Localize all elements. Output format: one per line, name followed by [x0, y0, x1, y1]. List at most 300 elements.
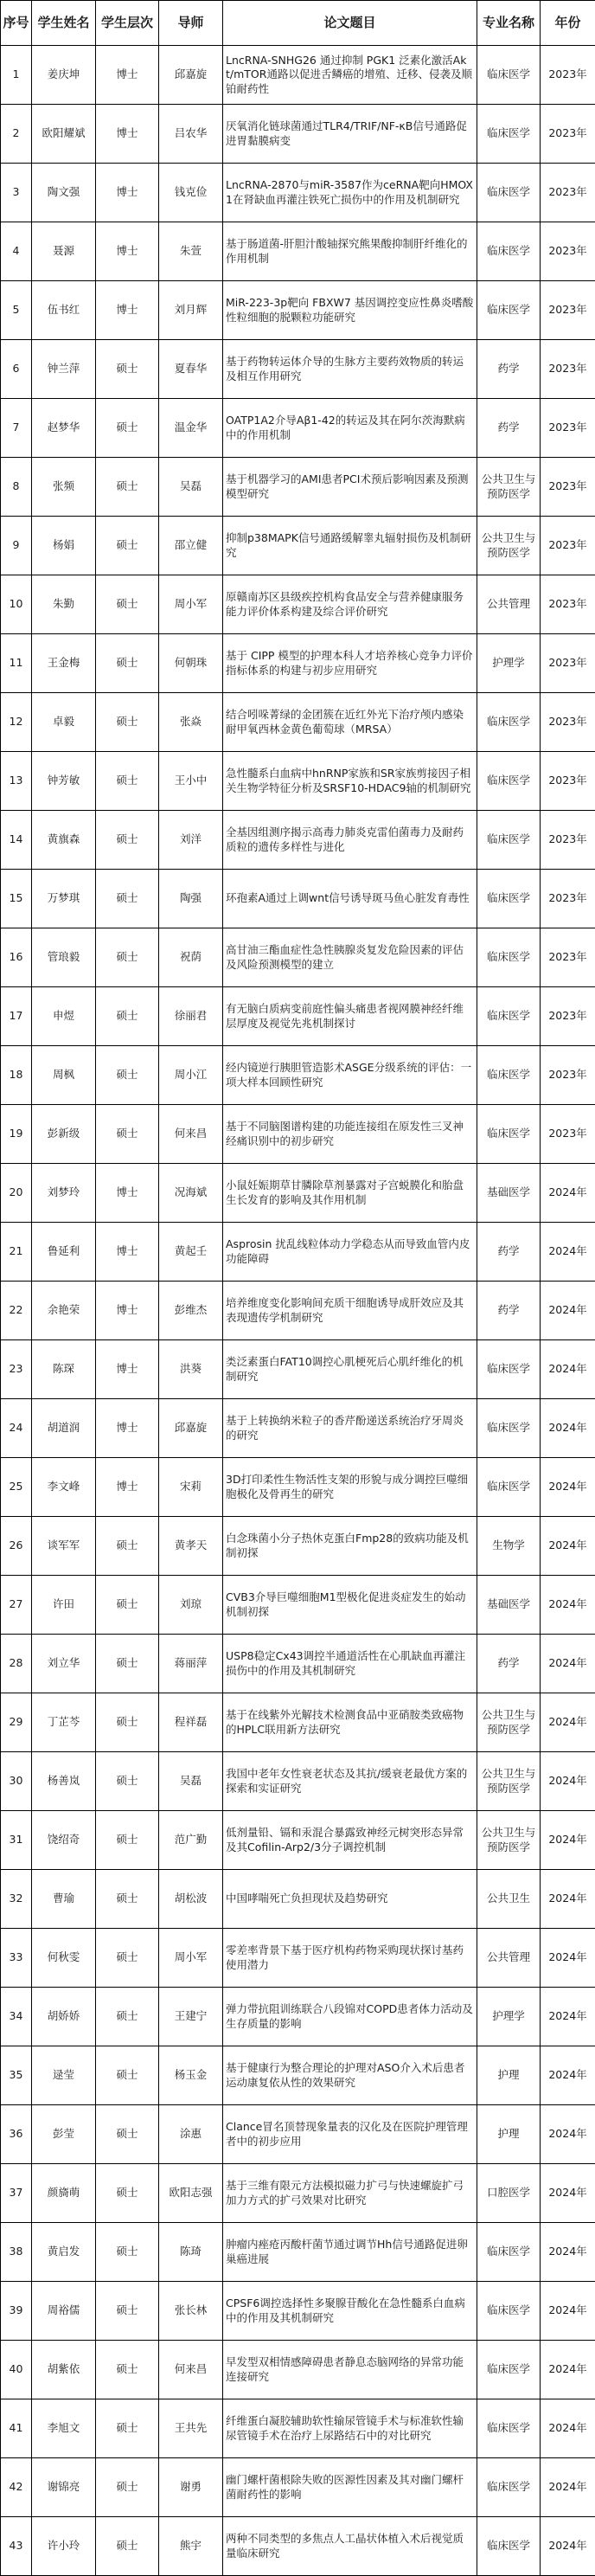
- cell-advisor: 周小军: [159, 575, 223, 634]
- cell-year: 2023年: [541, 752, 595, 811]
- table-row: [1, 1223, 595, 1282]
- cell-advisor: 涂惠: [159, 2105, 223, 2164]
- cell-year: 2024年: [541, 1282, 595, 1340]
- cell-year: 2023年: [541, 987, 595, 1046]
- cell-index: 36: [1, 2105, 32, 2164]
- cell-student-level: 博士: [96, 1164, 159, 1223]
- table-row: [1, 1870, 595, 1929]
- cell-index: 18: [1, 1046, 32, 1105]
- cell-index: 34: [1, 1988, 32, 2046]
- table-row: [1, 46, 595, 105]
- table-row: [1, 2399, 595, 2458]
- cell-student-name: 赵梦华: [32, 399, 96, 458]
- cell-major: 临床医学: [477, 1458, 541, 1517]
- cell-thesis-title: 我国中老年女性衰老状态及其抗/缓衰老最优方案的探索和实证研究: [223, 1752, 477, 1811]
- table-row: [1, 340, 595, 399]
- cell-thesis-title: 基于健康行为整合理论的护理对ASO介入术后患者运动康复依从性的效果研究: [223, 2046, 477, 2105]
- cell-student-name: 黄启发: [32, 2223, 96, 2282]
- cell-year: 2024年: [541, 1752, 595, 1811]
- cell-major: 临床医学: [477, 2399, 541, 2458]
- cell-index: 17: [1, 987, 32, 1046]
- cell-index: 42: [1, 2458, 32, 2517]
- cell-student-level: 硕士: [96, 1811, 159, 1870]
- cell-advisor: 刘琼: [159, 1576, 223, 1635]
- cell-index: 39: [1, 2282, 32, 2341]
- cell-student-name: 申煜: [32, 987, 96, 1046]
- cell-student-name: 万梦琪: [32, 870, 96, 928]
- cell-advisor: 周小军: [159, 1929, 223, 1988]
- column-header-year: 年份: [541, 1, 595, 46]
- cell-major: 临床医学: [477, 693, 541, 752]
- cell-student-name: 张频: [32, 458, 96, 517]
- cell-advisor: 张长林: [159, 2282, 223, 2341]
- cell-student-level: 硕士: [96, 1693, 159, 1752]
- cell-student-name: 欧阳耀斌: [32, 105, 96, 164]
- cell-thesis-title: 幽门螺杆菌根除失败的医源性因素及其对幽门螺杆菌耐药性的影响: [223, 2458, 477, 2517]
- cell-year: 2023年: [541, 1105, 595, 1164]
- cell-advisor: 范广勤: [159, 1811, 223, 1870]
- cell-student-name: 李旭文: [32, 2399, 96, 2458]
- cell-advisor: 徐丽君: [159, 987, 223, 1046]
- column-header-major: 专业名称: [477, 1, 541, 46]
- cell-index: 26: [1, 1517, 32, 1576]
- cell-index: 28: [1, 1635, 32, 1693]
- cell-thesis-title: 培养维度变化影响间充质干细胞诱导成肝效应及其表现遗传学机制研究: [223, 1282, 477, 1340]
- cell-student-name: 周枫: [32, 1046, 96, 1105]
- cell-student-level: 硕士: [96, 1517, 159, 1576]
- cell-student-name: 卓毅: [32, 693, 96, 752]
- cell-student-level: 硕士: [96, 870, 159, 928]
- cell-thesis-title: 环孢素A通过上调wnt信号诱导斑马鱼心脏发育毒性: [223, 870, 477, 928]
- table-row: [1, 1752, 595, 1811]
- cell-thesis-title: 中国哮喘死亡负担现状及趋势研究: [223, 1870, 477, 1929]
- table-row: [1, 105, 595, 164]
- cell-student-level: 硕士: [96, 1635, 159, 1693]
- cell-major: 药学: [477, 399, 541, 458]
- table-row: [1, 2282, 595, 2341]
- cell-advisor: 谢勇: [159, 2458, 223, 2517]
- cell-index: 6: [1, 340, 32, 399]
- cell-thesis-title: 基于不同脑图谱构建的功能连接组在原发性三叉神经痛识别中的初步研究: [223, 1105, 477, 1164]
- cell-year: 2023年: [541, 399, 595, 458]
- cell-student-name: 胡紫依: [32, 2341, 96, 2399]
- cell-index: 40: [1, 2341, 32, 2399]
- table-row: [1, 870, 595, 928]
- cell-advisor: 况海斌: [159, 1164, 223, 1223]
- cell-advisor: 刘洋: [159, 811, 223, 870]
- cell-thesis-title: MiR-223-3p靶向 FBXW7 基因调控变应性鼻炎嗜酸性粒细胞的脱颗粒功能研究: [223, 281, 477, 340]
- table-row: [1, 2223, 595, 2282]
- cell-index: 5: [1, 281, 32, 340]
- cell-major: 临床医学: [477, 2341, 541, 2399]
- table-row: [1, 1988, 595, 2046]
- cell-student-name: 黄旗森: [32, 811, 96, 870]
- cell-year: 2024年: [541, 1223, 595, 1282]
- cell-index: 16: [1, 928, 32, 987]
- cell-major: 公共卫生与预防医学: [477, 517, 541, 575]
- cell-year: 2023年: [541, 517, 595, 575]
- cell-student-name: 许田: [32, 1576, 96, 1635]
- cell-student-level: 硕士: [96, 2105, 159, 2164]
- table-row: [1, 222, 595, 281]
- cell-advisor: 欧阳志强: [159, 2164, 223, 2223]
- cell-index: 31: [1, 1811, 32, 1870]
- table-row: [1, 752, 595, 811]
- cell-advisor: 刘月辉: [159, 281, 223, 340]
- cell-student-name: 胡娇娇: [32, 1988, 96, 2046]
- table-row: [1, 2341, 595, 2399]
- table-row: [1, 1340, 595, 1399]
- cell-index: 43: [1, 2517, 32, 2576]
- table-row: [1, 399, 595, 458]
- cell-thesis-title: 基于在线紫外光解技术检测食品中亚硝胺类致癌物的HPLC联用新方法研究: [223, 1693, 477, 1752]
- cell-advisor: 何来昌: [159, 2341, 223, 2399]
- cell-major: 临床医学: [477, 2282, 541, 2341]
- cell-thesis-title: 基于肠道菌-肝胆汁酸轴探究熊果酸抑制肝纤维化的作用机制: [223, 222, 477, 281]
- cell-year: 2023年: [541, 105, 595, 164]
- cell-student-level: 博士: [96, 281, 159, 340]
- cell-advisor: 蒋丽萍: [159, 1635, 223, 1693]
- cell-student-level: 硕士: [96, 928, 159, 987]
- table-row: [1, 1282, 595, 1340]
- cell-thesis-title: 早发型双相情感障碍患者静息态脑网络的异常功能连接研究: [223, 2341, 477, 2399]
- cell-major: 基础医学: [477, 1164, 541, 1223]
- cell-index: 4: [1, 222, 32, 281]
- cell-student-level: 硕士: [96, 2046, 159, 2105]
- cell-index: 10: [1, 575, 32, 634]
- cell-year: 2024年: [541, 1811, 595, 1870]
- cell-student-level: 博士: [96, 1458, 159, 1517]
- cell-student-name: 胡道润: [32, 1399, 96, 1458]
- cell-student-level: 博士: [96, 222, 159, 281]
- cell-major: 公共卫生与预防医学: [477, 1811, 541, 1870]
- table-row: [1, 634, 595, 693]
- table-row: [1, 2105, 595, 2164]
- cell-advisor: 陶强: [159, 870, 223, 928]
- cell-student-level: 博士: [96, 105, 159, 164]
- cell-advisor: 张焱: [159, 693, 223, 752]
- cell-advisor: 温金华: [159, 399, 223, 458]
- cell-year: 2024年: [541, 1693, 595, 1752]
- cell-index: 13: [1, 752, 32, 811]
- cell-major: 药学: [477, 1223, 541, 1282]
- cell-thesis-title: CVB3介导巨噬细胞M1型极化促进炎症发生的始动机制初探: [223, 1576, 477, 1635]
- cell-advisor: 朱萱: [159, 222, 223, 281]
- cell-major: 临床医学: [477, 1340, 541, 1399]
- cell-student-level: 硕士: [96, 2223, 159, 2282]
- cell-major: 护理: [477, 2105, 541, 2164]
- cell-thesis-title: LncRNA-SNHG26 通过抑制 PGK1 泛素化激活Akt/mTOR通路以促进舌鳞癌的增殖、迁移、侵袭及顺铂耐药性: [223, 46, 477, 105]
- cell-advisor: 周小江: [159, 1046, 223, 1105]
- cell-year: 2024年: [541, 2517, 595, 2576]
- cell-student-level: 硕士: [96, 2517, 159, 2576]
- cell-advisor: 熊宇: [159, 2517, 223, 2576]
- cell-student-name: 管琅毅: [32, 928, 96, 987]
- cell-advisor: 邱嘉旋: [159, 46, 223, 105]
- cell-year: 2023年: [541, 281, 595, 340]
- table-row: [1, 811, 595, 870]
- cell-student-name: 丁芷芩: [32, 1693, 96, 1752]
- cell-student-level: 硕士: [96, 2458, 159, 2517]
- cell-student-level: 硕士: [96, 2282, 159, 2341]
- cell-major: 公共管理: [477, 575, 541, 634]
- cell-thesis-title: 弹力带抗阻训练联合八段锦对COPD患者体力活动及生存质量的影响: [223, 1988, 477, 2046]
- cell-year: 2024年: [541, 2046, 595, 2105]
- cell-index: 7: [1, 399, 32, 458]
- cell-year: 2024年: [541, 1517, 595, 1576]
- cell-thesis-title: 基于 CIPP 模型的护理本科人才培养核心竞争力评价指标体系的构建与初步应用研究: [223, 634, 477, 693]
- cell-student-name: 谢锦亮: [32, 2458, 96, 2517]
- table-row: [1, 1458, 595, 1517]
- cell-thesis-title: Clance冒名顶替现象量表的汉化及在医院护理管理者中的初步应用: [223, 2105, 477, 2164]
- cell-advisor: 黄孝天: [159, 1517, 223, 1576]
- cell-year: 2023年: [541, 1046, 595, 1105]
- cell-student-name: 谈军军: [32, 1517, 96, 1576]
- cell-student-level: 硕士: [96, 2341, 159, 2399]
- cell-major: 药学: [477, 1282, 541, 1340]
- cell-year: 2024年: [541, 2282, 595, 2341]
- cell-advisor: 邱嘉旋: [159, 1399, 223, 1458]
- cell-student-name: 颜旖萌: [32, 2164, 96, 2223]
- cell-thesis-title: Asprosin 扰乱线粒体动力学稳态从而导致血管内皮功能障碍: [223, 1223, 477, 1282]
- cell-index: 38: [1, 2223, 32, 2282]
- table-row: [1, 2046, 595, 2105]
- cell-index: 27: [1, 1576, 32, 1635]
- cell-student-level: 硕士: [96, 1752, 159, 1811]
- cell-major: 公共卫生: [477, 1870, 541, 1929]
- cell-year: 2024年: [541, 1164, 595, 1223]
- cell-major: 临床医学: [477, 811, 541, 870]
- cell-index: 3: [1, 164, 32, 222]
- cell-student-level: 硕士: [96, 517, 159, 575]
- cell-student-level: 硕士: [96, 1105, 159, 1164]
- cell-major: 临床医学: [477, 1105, 541, 1164]
- cell-index: 30: [1, 1752, 32, 1811]
- cell-year: 2024年: [541, 1399, 595, 1458]
- cell-major: 临床医学: [477, 870, 541, 928]
- cell-index: 37: [1, 2164, 32, 2223]
- cell-major: 口腔医学: [477, 2164, 541, 2223]
- cell-thesis-title: 基于三维有限元方法模拟磁力扩弓与快速螺旋扩弓加力方式的扩弓效果对比研究: [223, 2164, 477, 2223]
- cell-student-level: 硕士: [96, 634, 159, 693]
- table-row: [1, 928, 595, 987]
- cell-major: 公共管理: [477, 1929, 541, 1988]
- cell-student-level: 硕士: [96, 811, 159, 870]
- cell-student-name: 杨善岚: [32, 1752, 96, 1811]
- cell-advisor: 何来昌: [159, 1105, 223, 1164]
- cell-student-level: 硕士: [96, 1046, 159, 1105]
- cell-index: 24: [1, 1399, 32, 1458]
- cell-student-level: 硕士: [96, 1929, 159, 1988]
- cell-thesis-title: 肿瘤内痤疮丙酸杆菌节通过调节Hh信号通路促进卵巢癌进展: [223, 2223, 477, 2282]
- cell-student-name: 钟芳敏: [32, 752, 96, 811]
- cell-student-name: 钟兰萍: [32, 340, 96, 399]
- cell-student-level: 博士: [96, 164, 159, 222]
- table-row: [1, 575, 595, 634]
- cell-index: 29: [1, 1693, 32, 1752]
- cell-year: 2023年: [541, 222, 595, 281]
- cell-thesis-title: 原赣南苏区县级疾控机构食品安全与营养健康服务能力评价体系构建及综合评价研究: [223, 575, 477, 634]
- cell-advisor: 邵立健: [159, 517, 223, 575]
- cell-major: 生物学: [477, 1517, 541, 1576]
- cell-student-name: 何秋雯: [32, 1929, 96, 1988]
- cell-student-level: 硕士: [96, 458, 159, 517]
- cell-student-level: 博士: [96, 1282, 159, 1340]
- cell-thesis-title: LncRNA-2870与miR-3587作为ceRNA靶向HMOX1在肾缺血再灌注铁死亡损伤中的作用及机制研究: [223, 164, 477, 222]
- cell-year: 2024年: [541, 2341, 595, 2399]
- cell-thesis-title: OATP1A2介导Aβ1-42的转运及其在阿尔茨海默病中的作用机制: [223, 399, 477, 458]
- cell-index: 25: [1, 1458, 32, 1517]
- table-row: [1, 281, 595, 340]
- cell-student-name: 陈琛: [32, 1340, 96, 1399]
- cell-student-level: 硕士: [96, 752, 159, 811]
- cell-advisor: 吕农华: [159, 105, 223, 164]
- cell-year: 2023年: [541, 575, 595, 634]
- cell-student-name: 杨娟: [32, 517, 96, 575]
- table-row: [1, 2458, 595, 2517]
- cell-thesis-title: 基于机器学习的AMI患者PCI术预后影响因素及预测模型研究: [223, 458, 477, 517]
- cell-student-level: 硕士: [96, 987, 159, 1046]
- cell-major: 临床医学: [477, 46, 541, 105]
- cell-thesis-title: 低剂量铅、镉和汞混合暴露致神经元树突形态异常及其Cofilin-Arp2/3分子调控机制: [223, 1811, 477, 1870]
- cell-index: 23: [1, 1340, 32, 1399]
- cell-advisor: 洪葵: [159, 1340, 223, 1399]
- column-header-index: 序号: [1, 1, 32, 46]
- cell-student-level: 博士: [96, 46, 159, 105]
- cell-year: 2023年: [541, 634, 595, 693]
- table-row: [1, 1399, 595, 1458]
- table-row: [1, 164, 595, 222]
- table-header-row: [1, 1, 595, 46]
- cell-thesis-title: 基于上转换纳米粒子的香芹酚递送系统治疗牙周炎的研究: [223, 1399, 477, 1458]
- cell-index: 22: [1, 1282, 32, 1340]
- cell-advisor: 宋莉: [159, 1458, 223, 1517]
- cell-thesis-title: 小鼠妊娠期草甘膦除草剂暴露对子宫蜕膜化和胎盘生长发育的影响及其作用机制: [223, 1164, 477, 1223]
- cell-year: 2023年: [541, 46, 595, 105]
- cell-major: 基础医学: [477, 1576, 541, 1635]
- cell-year: 2023年: [541, 928, 595, 987]
- cell-index: 33: [1, 1929, 32, 1988]
- table-row: [1, 1105, 595, 1164]
- cell-advisor: 黄起壬: [159, 1223, 223, 1282]
- cell-student-level: 硕士: [96, 340, 159, 399]
- table-row: [1, 458, 595, 517]
- cell-index: 2: [1, 105, 32, 164]
- cell-major: 临床医学: [477, 752, 541, 811]
- column-header-thesis-title: 论文题目: [223, 1, 477, 46]
- cell-major: 护理学: [477, 1988, 541, 2046]
- cell-year: 2024年: [541, 2105, 595, 2164]
- cell-student-level: 硕士: [96, 2164, 159, 2223]
- cell-major: 临床医学: [477, 2517, 541, 2576]
- table-row: [1, 1693, 595, 1752]
- cell-student-name: 许小玲: [32, 2517, 96, 2576]
- cell-advisor: 祝荫: [159, 928, 223, 987]
- cell-index: 1: [1, 46, 32, 105]
- cell-major: 药学: [477, 340, 541, 399]
- cell-student-level: 博士: [96, 1223, 159, 1282]
- cell-student-name: 周裕儒: [32, 2282, 96, 2341]
- cell-thesis-title: 高甘油三酯血症性急性胰腺炎复发危险因素的评估及风险预测模型的建立: [223, 928, 477, 987]
- cell-student-name: 逯莹: [32, 2046, 96, 2105]
- cell-student-name: 余艳荣: [32, 1282, 96, 1340]
- cell-student-level: 硕士: [96, 1988, 159, 2046]
- cell-student-name: 李文峰: [32, 1458, 96, 1517]
- cell-student-level: 硕士: [96, 1576, 159, 1635]
- cell-year: 2024年: [541, 1988, 595, 2046]
- cell-year: 2023年: [541, 458, 595, 517]
- cell-major: 临床医学: [477, 987, 541, 1046]
- cell-major: 临床医学: [477, 281, 541, 340]
- cell-thesis-title: 两种不同类型的多焦点人工晶状体植入术后视觉质量临床研究: [223, 2517, 477, 2576]
- cell-student-name: 饶绍奇: [32, 1811, 96, 1870]
- table-row: [1, 987, 595, 1046]
- cell-year: 2024年: [541, 2399, 595, 2458]
- cell-student-name: 刘立华: [32, 1635, 96, 1693]
- table-row: [1, 1046, 595, 1105]
- cell-student-level: 博士: [96, 1340, 159, 1399]
- table-row: [1, 1811, 595, 1870]
- cell-major: 药学: [477, 1635, 541, 1693]
- cell-advisor: 杨玉金: [159, 2046, 223, 2105]
- cell-student-level: 博士: [96, 1399, 159, 1458]
- cell-advisor: 陈琦: [159, 2223, 223, 2282]
- cell-student-name: 彭新级: [32, 1105, 96, 1164]
- cell-major: 临床医学: [477, 222, 541, 281]
- cell-year: 2024年: [541, 2458, 595, 2517]
- table-row: [1, 1635, 595, 1693]
- cell-thesis-title: USP8稳定Cx43调控半通道活性在心肌缺血再灌注损伤中的作用及其机制研究: [223, 1635, 477, 1693]
- cell-year: 2024年: [541, 1929, 595, 1988]
- cell-year: 2024年: [541, 1340, 595, 1399]
- cell-thesis-title: 急性髓系白血病中hnRNP家族和SR家族剪接因子相关生物学特征分析及SRSF10-HDAC9轴的机制研究: [223, 752, 477, 811]
- cell-major: 护理学: [477, 634, 541, 693]
- cell-advisor: 吴磊: [159, 458, 223, 517]
- cell-year: 2023年: [541, 164, 595, 222]
- cell-index: 21: [1, 1223, 32, 1282]
- column-header-student-level: 学生层次: [96, 1, 159, 46]
- cell-major: 公共卫生与预防医学: [477, 458, 541, 517]
- cell-advisor: 何朝珠: [159, 634, 223, 693]
- cell-thesis-title: 厌氧消化链球菌通过TLR4/TRIF/NF-κB信号通路促进胃黏膜病变: [223, 105, 477, 164]
- cell-thesis-title: 类泛素蛋白FAT10调控心肌梗死后心肌纤维化的机制研究: [223, 1340, 477, 1399]
- cell-thesis-title: 3D打印柔性生物活性支架的形貌与成分调控巨噬细胞极化及骨再生的研究: [223, 1458, 477, 1517]
- cell-student-name: 鲁延利: [32, 1223, 96, 1282]
- cell-index: 8: [1, 458, 32, 517]
- table-row: [1, 693, 595, 752]
- table-row: [1, 1164, 595, 1223]
- cell-index: 14: [1, 811, 32, 870]
- cell-major: 临床医学: [477, 164, 541, 222]
- cell-student-name: 姜庆坤: [32, 46, 96, 105]
- cell-student-level: 硕士: [96, 2399, 159, 2458]
- cell-thesis-title: 全基因组测序揭示高毒力肺炎克雷伯菌毒力及耐药质粒的遗传多样性与进化: [223, 811, 477, 870]
- table-row: [1, 517, 595, 575]
- cell-major: 公共卫生与预防医学: [477, 1752, 541, 1811]
- cell-year: 2023年: [541, 340, 595, 399]
- cell-advisor: 王建宁: [159, 1988, 223, 2046]
- cell-advisor: 胡松波: [159, 1870, 223, 1929]
- cell-student-level: 硕士: [96, 1870, 159, 1929]
- cell-index: 20: [1, 1164, 32, 1223]
- column-header-student-name: 学生姓名: [32, 1, 96, 46]
- cell-major: 临床医学: [477, 2223, 541, 2282]
- cell-thesis-title: 抑制p38MAPK信号通路缓解睾丸辐射损伤及机制研究: [223, 517, 477, 575]
- cell-student-name: 聂源: [32, 222, 96, 281]
- cell-major: 临床医学: [477, 928, 541, 987]
- cell-student-name: 朱勤: [32, 575, 96, 634]
- cell-student-name: 刘梦玲: [32, 1164, 96, 1223]
